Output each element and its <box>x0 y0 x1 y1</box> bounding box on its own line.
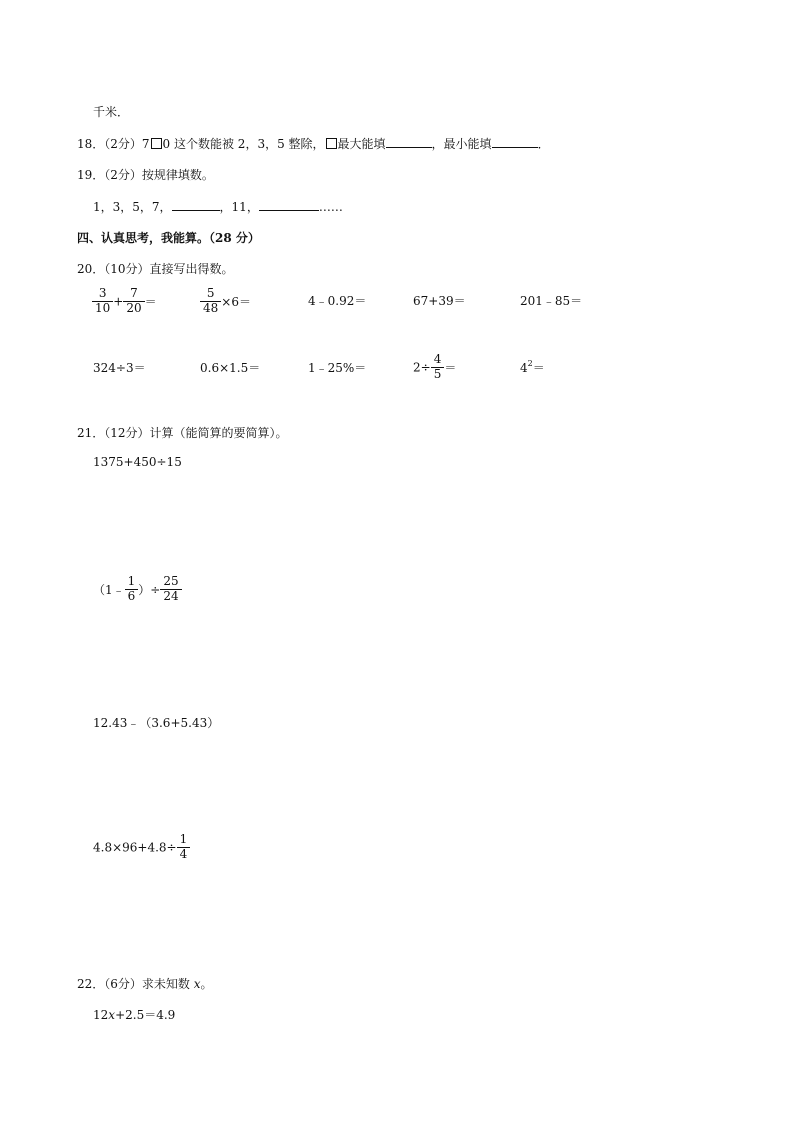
q19-seq-a: 1，3，5，7， <box>93 200 172 214</box>
q19-seq-c: …… <box>318 200 343 214</box>
q22-equation: 12x+2.5＝4.9 <box>93 1008 176 1022</box>
question-22: 22．（6分）求未知数 x。 <box>77 977 213 991</box>
q19-seq-b: ，11， <box>219 200 259 214</box>
q20-expr-7: 0.6×1.5＝ <box>200 361 261 375</box>
q20-number: 20．（10分） <box>77 262 150 276</box>
answer-blank[interactable] <box>172 199 220 211</box>
fraction: $\frac{25}{24}$ <box>160 575 181 604</box>
q19-text: 按规律填数。 <box>141 168 214 182</box>
blank-box-icon <box>151 138 162 149</box>
question-21 <box>77 424 288 441</box>
q21-text: 计算（能简算的要简算）。 <box>149 426 288 440</box>
fraction: $\frac{5}{48}$ <box>200 287 221 316</box>
q20-expr-9: 2÷ $\frac{4}{5}$ ＝ <box>413 352 457 381</box>
q21-problem-1: 1375+450÷15 <box>93 455 182 469</box>
q20-expr-10: $4^2=$ <box>520 359 545 375</box>
question-19 <box>77 166 214 183</box>
q22-number: 22．（6分） <box>77 977 142 991</box>
q21-problem-4: 4.8×96+4.8÷ $\frac{1}{4}$ <box>93 833 190 862</box>
q20-text: 直接写出得数。 <box>149 262 234 276</box>
q20-expr-8: 1﹣25%＝ <box>308 361 367 375</box>
section-heading: 四、认真思考，我能算。（28 分） <box>77 231 260 245</box>
answer-blank[interactable] <box>386 136 432 148</box>
answer-blank[interactable] <box>492 136 538 148</box>
q20-expr-2: $\frac{5}{48}$ ×6＝ <box>200 287 251 316</box>
q19-sequence <box>93 198 343 215</box>
q19-number: 19．（2分） <box>77 168 142 182</box>
q18-text-d: ，最小能填 <box>431 137 492 151</box>
fraction: $\frac{7}{20}$ <box>123 287 144 316</box>
answer-blank[interactable] <box>259 199 319 211</box>
question-18 <box>77 135 550 152</box>
q21-number: 21．（12分） <box>77 426 150 440</box>
fraction: $\frac{1}{6}$ <box>125 575 139 604</box>
q20-expr-4: 67+39＝ <box>413 294 466 308</box>
q20-expr-6: 324÷3＝ <box>93 361 146 375</box>
q21-problem-2: （1﹣ $\frac{1}{6}$ ）÷ $\frac{25}{24}$ <box>93 575 182 604</box>
blank-box-icon <box>326 138 337 149</box>
q20-expr-3: 4﹣0.92＝ <box>308 294 367 308</box>
q20-expr-5: 201﹣85＝ <box>520 294 583 308</box>
question-20 <box>77 260 234 277</box>
q22-text: 求未知数 <box>141 977 194 991</box>
q21-problem-3: 12.43﹣（3.6+5.43） <box>93 716 220 730</box>
q18-number: 18．（2分） <box>77 137 142 151</box>
q18-text-b: 0 这个数能被 2，3，5 整除， <box>162 137 325 151</box>
fraction: $\frac{1}{4}$ <box>177 833 191 862</box>
q18-text-c: 最大能填 <box>337 137 386 151</box>
q20-expr-1: $\frac{3}{10}$ + $\frac{7}{20}$ ＝ <box>92 287 157 316</box>
fraction: $\frac{3}{10}$ <box>92 287 113 316</box>
q18-text-e: ． <box>537 137 550 151</box>
q17-tail: 千米． <box>93 105 130 119</box>
fraction: $\frac{4}{5}$ <box>431 353 445 382</box>
q18-text-a: 7 <box>141 137 150 151</box>
